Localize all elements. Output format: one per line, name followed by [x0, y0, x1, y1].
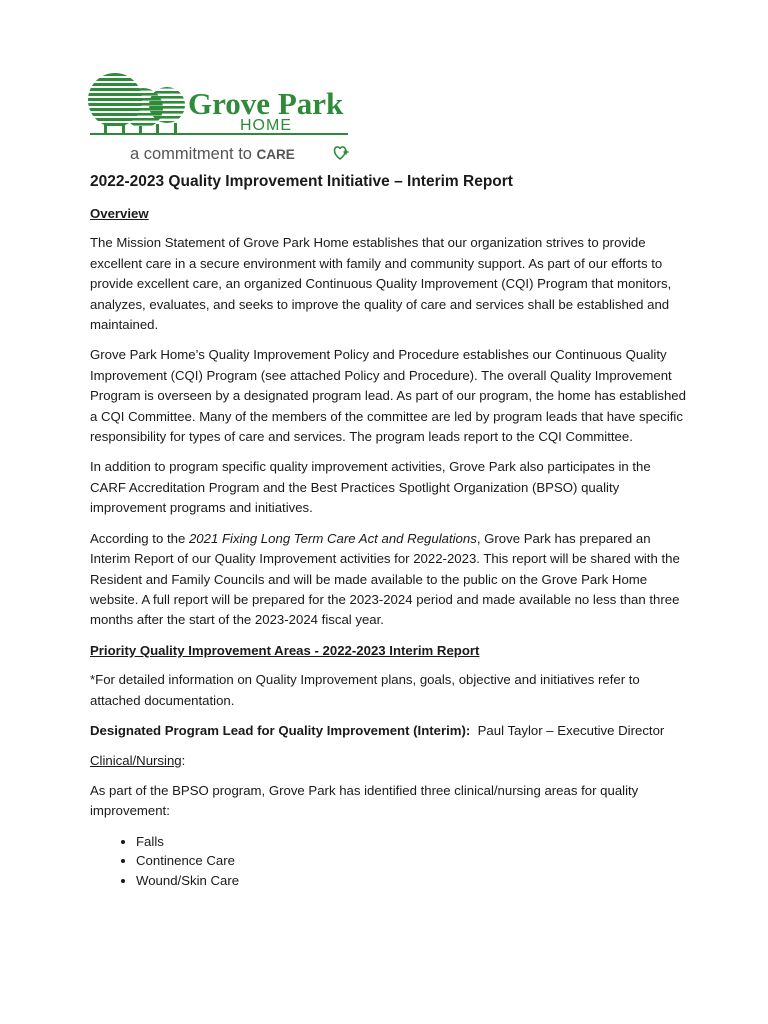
grove-park-logo: [88, 68, 358, 164]
clinical-areas-list: [90, 832, 686, 891]
logo-home: HOME: [240, 117, 292, 134]
overview-paragraph-1: The Mission Statement of Grove Park Home establishes that our organization strives to provide excellent care in a secure environment with family and community support. As part of our efforts to provide excellent care, an organized Continuous Quality Improvement (CQI) Program that monitors, analyzes, evaluates, and seeks to improve the quality of care and services shall be established and maintained.: [90, 235, 672, 333]
logo-tagline: a commitment to CARE: [130, 145, 295, 163]
report-title: 2022-2023 Quality Improvement Initiative – Interim Report: [90, 173, 513, 190]
list-item: • Wound/Skin Care: [136, 871, 686, 891]
list-item: • Falls: [136, 832, 686, 852]
overview-paragraph-4: According to the 2021 Fixing Long Term Care Act and Regulations, Grove Park has prepared an Interim Report of our Quality Improvement activities for 2022-2023. This report will be shared with the Resident and Family Councils and will be made available to the public on the Grove Park Home website. A full report will be prepared for the 2023-2024 period and made available no less than three months after the start of the 2023-2024 fiscal year.: [90, 530, 680, 628]
heart-plus-icon: [335, 147, 349, 159]
clinical-heading: Clinical/Nursing:: [90, 753, 186, 769]
clinical-intro: As part of the BPSO program, Grove Park has identified three clinical/nursing areas for quality improvement:: [90, 782, 639, 819]
list-item: • Continence Care: [136, 851, 686, 871]
logo-name: Grove Park: [188, 86, 344, 121]
overview-paragraph-3: In addition to program specific quality improvement activities, Grove Park also participates in the CARF Accreditation Program and the Best Practices Spotlight Organization (BPSO) quality improvement programs and initiatives.: [90, 459, 651, 516]
program-lead-value: Paul Taylor – Executive Director: [470, 722, 665, 738]
priority-note: *For detailed information on Quality Improvement plans, goals, objective and initiatives refer to attached documentation.: [90, 672, 640, 708]
overview-heading: Overview: [90, 206, 149, 221]
act-name: 2021 Fixing Long Term Care Act and Regulations: [188, 530, 477, 546]
program-lead: [90, 721, 686, 741]
report-body: [90, 172, 686, 890]
overview-paragraph-2: Grove Park Home’s Quality Improvement Policy and Procedure establishes our Continuous Quality Improvement (CQI) Program (see attached Policy and Procedure). The overall Quality Improvement Program is overseen by a designated program lead. As part of our program, the home has established a CQI Committee. Many of the members of the committee are led by program leads that have specific responsibility for types of care and services. The program leads report to the CQI Committee.: [90, 347, 686, 445]
program-lead-label: Designated Program Lead for Quality Improvement (Interim):: [90, 722, 471, 738]
priority-heading: Priority Quality Improvement Areas - 2022-2023 Interim Report: [90, 642, 480, 658]
